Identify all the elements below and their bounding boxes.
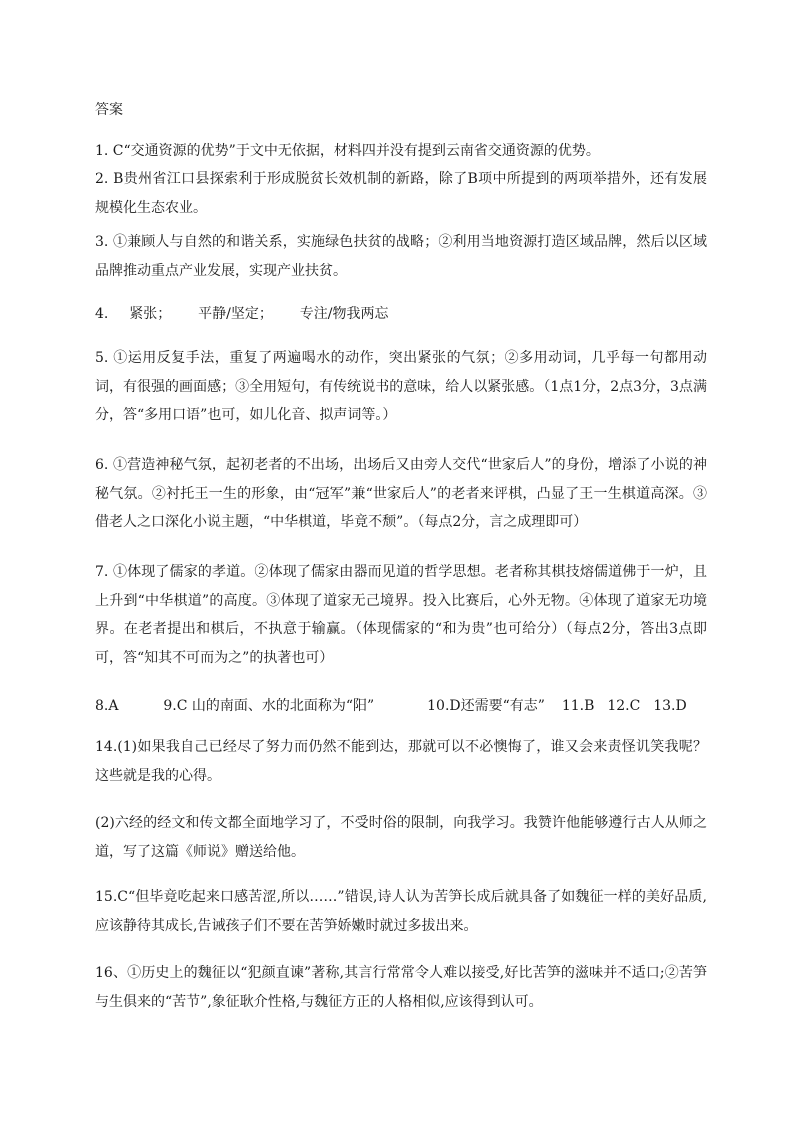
answer-3: 3. ①兼顾人与自然的和谐关系，实施绿色扶贫的战略；②利用当地资源打造区域品牌，然后以区域品牌推动重点产业发展，实现产业扶贫。 — [95, 234, 707, 279]
answer-4 — [95, 300, 707, 329]
answer-9: 9.C 山的南面、水的北面称为“阳” — [163, 698, 375, 714]
answer-6: 6. ①营造神秘气氛，起初老者的不出场，出场后又由旁人交代“世家后人”的身份，增添了小说的神秘气氛。②衬托王一生的形象，由“冠军”兼“世家后人”的老者来评棋，凸显了王一生棋道高深。③借老人之口深化小说主题，“中华棋道，毕竟不颓”。（每点2分，言之成理即可） — [95, 457, 707, 530]
answer-16: 16、①历史上的魏征以“犯颜直谏”著称,其言行常常令人难以接受,好比苦笋的滋味并不适口;②苦笋与生俱来的“苦节”,象征耿介性格,与魏征方正的人格相似,应该得到认可。 — [95, 965, 707, 1010]
answer-7: 7. ①体现了儒家的孝道。②体现了儒家由器而见道的哲学思想。老者称其棋技熔儒道佛于一炉，且上升到“中华棋道”的高度。③体现了道家无己境界。投入比赛后，心外无物。④体现了道家无功境界。在老者提出和棋后，不执意于输赢。（体现儒家的“和为贵”也可给分）（每点2分，答出3点即可，答“知其不可而为之”的执著也可） — [95, 564, 707, 666]
answer-4-part-2: 平静/坚定； — [198, 306, 273, 322]
answer-4-number: 4. — [95, 306, 109, 322]
answer-14-part-2: (2)六经的经文和传文都全面地学习了，不受时俗的限制，向我学习。我赞许他能够遵行古人从师之道，写了这篇《师说》赠送给他。 — [95, 815, 707, 860]
answer-8: 8.A — [95, 698, 119, 714]
answer-4-part-1: 紧张； — [129, 306, 172, 322]
answer-12: 12.C — [607, 698, 641, 714]
answer-15: 15.C“但毕竟吃起来口感苦涩,所以……”错误,诗人认为苦笋长成后就具备了如魏征一样的美好品质,应该静待其成长,告诫孩子们不要在苦笋娇嫩时就过多拔出来。 — [95, 889, 707, 934]
answer-14-part-1: 14.(1)如果我自己已经尽了努力而仍然不能到达，那就可以不必懊悔了，谁又会来责怪讥笑我呢？这些就是我的心得。 — [95, 739, 707, 784]
page-title: 答案 — [95, 102, 123, 118]
answer-10: 10.D还需要“有志” — [427, 698, 545, 714]
answer-5: 5. ①运用反复手法，重复了两遍喝水的动作，突出紧张的气氛；②多用动词，几乎每一句都用动词，有很强的画面感；③全用短句，有传统说书的意味，给人以紧张感。（1点1分，2点3分，3点满分，答“多用口语”也可，如儿化音、拟声词等。） — [95, 350, 707, 423]
answers-8-to-13 — [95, 692, 707, 721]
answer-13: 13.D — [653, 698, 687, 714]
answer-4-part-3: 专注/物我两忘 — [299, 306, 389, 322]
answer-1: 1. C“交通资源的优势”于文中无依据，材料四并没有提到云南省交通资源的优势。 — [95, 143, 600, 159]
answer-2: 2. B贵州省江口县探索利于形成脱贫长效机制的新路，除了B项中所提到的两项举措外，还有发展规模化生态农业。 — [95, 171, 707, 216]
answer-11: 11.B — [561, 698, 595, 714]
